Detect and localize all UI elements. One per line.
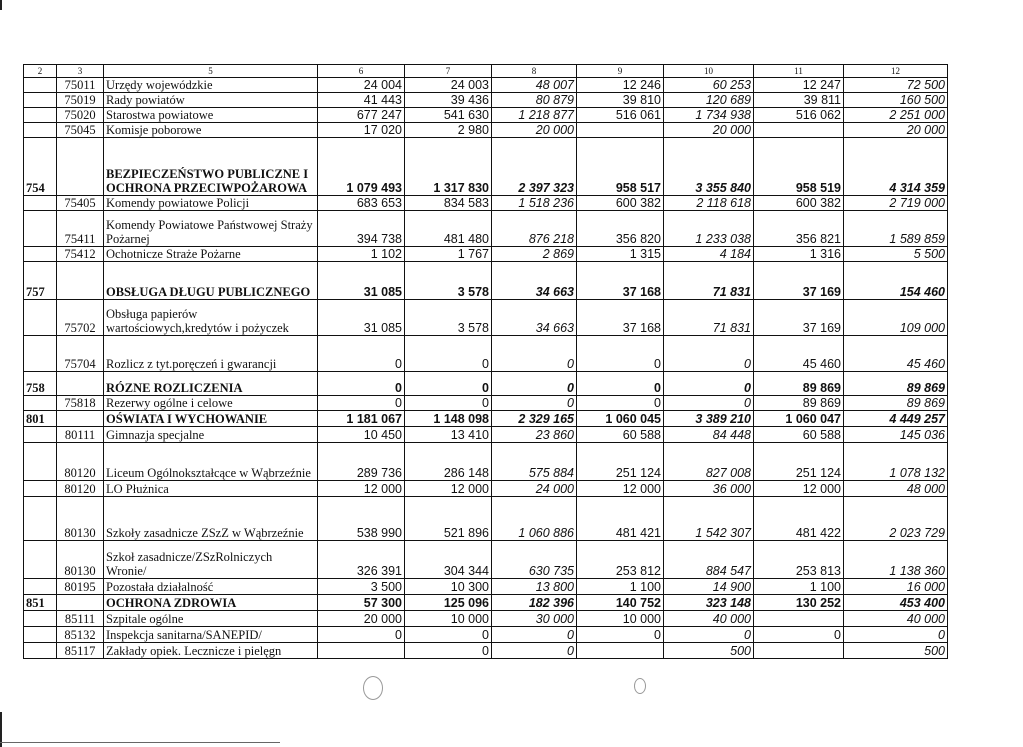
amount-cell: 394 738 <box>318 211 405 247</box>
amount-cell: 1 060 047 <box>754 411 844 427</box>
item-name: Komendy Powiatowe Państwowej Straży Pożarnej <box>104 211 318 247</box>
amount-cell: 2 118 618 <box>664 196 754 211</box>
amount-cell: 1 060 045 <box>577 411 664 427</box>
section-code <box>24 611 57 627</box>
item-name: Szkoły zasadnicze ZSzZ w Wąbrzeźnie <box>104 497 318 541</box>
amount-cell: 72 500 <box>844 78 948 93</box>
chapter-code: 80195 <box>57 579 104 595</box>
chapter-code: 75019 <box>57 93 104 108</box>
table-row <box>24 78 948 93</box>
amount-cell: 12 000 <box>577 481 664 497</box>
amount-cell: 31 085 <box>318 262 405 300</box>
column-number: 11 <box>754 65 844 78</box>
chapter-code: 85132 <box>57 627 104 643</box>
column-number: 5 <box>104 65 318 78</box>
amount-cell: 12 246 <box>577 78 664 93</box>
amount-cell: 89 869 <box>754 372 844 396</box>
amount-cell: 4 449 257 <box>844 411 948 427</box>
amount-cell: 89 869 <box>844 396 948 411</box>
amount-cell: 0 <box>492 627 577 643</box>
budget-table <box>23 64 948 659</box>
amount-cell: 80 879 <box>492 93 577 108</box>
item-name: RÓZNE ROZLICZENIA <box>104 372 318 396</box>
amount-cell: 2 869 <box>492 247 577 262</box>
amount-cell <box>754 611 844 627</box>
amount-cell: 48 000 <box>844 481 948 497</box>
amount-cell: 48 007 <box>492 78 577 93</box>
table-row <box>24 211 948 247</box>
amount-cell: 1 767 <box>405 247 492 262</box>
table-row <box>24 300 948 336</box>
section-code <box>24 211 57 247</box>
section-code <box>24 78 57 93</box>
amount-cell: 0 <box>664 627 754 643</box>
item-name: OCHRONA ZDROWIA <box>104 595 318 611</box>
table-row <box>24 541 948 579</box>
amount-cell <box>577 123 664 138</box>
amount-cell: 5 500 <box>844 247 948 262</box>
item-name: Obsługa papierów wartościowych,kredytów i pożyczek <box>104 300 318 336</box>
section-code <box>24 93 57 108</box>
amount-cell: 0 <box>577 627 664 643</box>
amount-cell: 71 831 <box>664 262 754 300</box>
item-name: Komisje poborowe <box>104 123 318 138</box>
table-row <box>24 123 948 138</box>
table-row <box>24 497 948 541</box>
column-number: 10 <box>664 65 754 78</box>
amount-cell: 356 820 <box>577 211 664 247</box>
section-row <box>24 372 948 396</box>
amount-cell: 10 300 <box>405 579 492 595</box>
amount-cell: 1 589 859 <box>844 211 948 247</box>
amount-cell: 876 218 <box>492 211 577 247</box>
amount-cell: 37 168 <box>577 262 664 300</box>
amount-cell: 1 100 <box>577 579 664 595</box>
chapter-code: 80120 <box>57 443 104 481</box>
amount-cell: 60 588 <box>754 427 844 443</box>
section-code: 851 <box>24 595 57 611</box>
amount-cell: 37 169 <box>754 262 844 300</box>
amount-cell: 2 023 729 <box>844 497 948 541</box>
amount-cell: 286 148 <box>405 443 492 481</box>
section-code <box>24 427 57 443</box>
amount-cell: 0 <box>492 336 577 372</box>
amount-cell <box>318 643 405 659</box>
section-code <box>24 481 57 497</box>
amount-cell: 20 000 <box>318 611 405 627</box>
amount-cell: 0 <box>844 627 948 643</box>
section-code <box>24 123 57 138</box>
section-code <box>24 247 57 262</box>
chapter-code <box>57 411 104 427</box>
chapter-code: 75818 <box>57 396 104 411</box>
amount-cell: 24 000 <box>492 481 577 497</box>
amount-cell: 677 247 <box>318 108 405 123</box>
amount-cell: 600 382 <box>577 196 664 211</box>
item-name: OŚWIATA I WYCHOWANIE <box>104 411 318 427</box>
scan-bottom-edge <box>0 742 280 743</box>
amount-cell: 500 <box>844 643 948 659</box>
amount-cell: 1 100 <box>754 579 844 595</box>
chapter-code: 75011 <box>57 78 104 93</box>
amount-cell: 481 422 <box>754 497 844 541</box>
chapter-code: 85111 <box>57 611 104 627</box>
item-name: Starostwa powiatowe <box>104 108 318 123</box>
section-code <box>24 108 57 123</box>
amount-cell: 10 450 <box>318 427 405 443</box>
amount-cell: 0 <box>664 372 754 396</box>
table-body <box>24 65 948 659</box>
section-code <box>24 643 57 659</box>
section-code <box>24 627 57 643</box>
amount-cell: 0 <box>754 627 844 643</box>
amount-cell: 57 300 <box>318 595 405 611</box>
amount-cell: 130 252 <box>754 595 844 611</box>
amount-cell: 0 <box>318 627 405 643</box>
amount-cell <box>754 123 844 138</box>
amount-cell: 0 <box>405 643 492 659</box>
amount-cell: 2 251 000 <box>844 108 948 123</box>
amount-cell: 154 460 <box>844 262 948 300</box>
section-code: 754 <box>24 138 57 196</box>
amount-cell: 0 <box>492 372 577 396</box>
amount-cell <box>577 643 664 659</box>
amount-cell: 125 096 <box>405 595 492 611</box>
amount-cell: 37 169 <box>754 300 844 336</box>
section-code <box>24 336 57 372</box>
amount-cell: 13 410 <box>405 427 492 443</box>
chapter-code: 75702 <box>57 300 104 336</box>
column-number: 6 <box>318 65 405 78</box>
chapter-code <box>57 262 104 300</box>
amount-cell: 3 578 <box>405 262 492 300</box>
section-code <box>24 196 57 211</box>
amount-cell: 1 233 038 <box>664 211 754 247</box>
amount-cell: 0 <box>318 372 405 396</box>
column-number: 9 <box>577 65 664 78</box>
amount-cell: 1 315 <box>577 247 664 262</box>
amount-cell: 0 <box>492 643 577 659</box>
amount-cell: 575 884 <box>492 443 577 481</box>
amount-cell: 541 630 <box>405 108 492 123</box>
amount-cell: 39 810 <box>577 93 664 108</box>
amount-cell: 4 184 <box>664 247 754 262</box>
amount-cell: 1 079 493 <box>318 138 405 196</box>
amount-cell: 20 000 <box>492 123 577 138</box>
section-row <box>24 138 948 196</box>
amount-cell: 160 500 <box>844 93 948 108</box>
amount-cell: 1 181 067 <box>318 411 405 427</box>
amount-cell: 140 752 <box>577 595 664 611</box>
amount-cell: 3 355 840 <box>664 138 754 196</box>
amount-cell: 683 653 <box>318 196 405 211</box>
amount-cell: 2 329 165 <box>492 411 577 427</box>
scan-blemish <box>363 676 383 700</box>
amount-cell: 45 460 <box>844 336 948 372</box>
amount-cell: 600 382 <box>754 196 844 211</box>
item-name: Komendy powiatowe Policji <box>104 196 318 211</box>
amount-cell: 356 821 <box>754 211 844 247</box>
amount-cell: 0 <box>318 336 405 372</box>
amount-cell: 45 460 <box>754 336 844 372</box>
amount-cell: 0 <box>664 336 754 372</box>
amount-cell: 500 <box>664 643 754 659</box>
amount-cell: 0 <box>577 372 664 396</box>
amount-cell: 0 <box>664 396 754 411</box>
section-code <box>24 396 57 411</box>
chapter-code: 80111 <box>57 427 104 443</box>
amount-cell: 253 812 <box>577 541 664 579</box>
amount-cell: 16 000 <box>844 579 948 595</box>
amount-cell: 24 003 <box>405 78 492 93</box>
table-row <box>24 627 948 643</box>
amount-cell: 516 062 <box>754 108 844 123</box>
amount-cell: 182 396 <box>492 595 577 611</box>
section-code: 757 <box>24 262 57 300</box>
table-row <box>24 481 948 497</box>
column-number: 8 <box>492 65 577 78</box>
amount-cell: 0 <box>318 396 405 411</box>
amount-cell: 60 253 <box>664 78 754 93</box>
amount-cell: 10 000 <box>577 611 664 627</box>
item-name: Urzędy wojewódzkie <box>104 78 318 93</box>
item-name: Rozlicz z tyt.poręczeń i gwarancji <box>104 336 318 372</box>
section-code <box>24 443 57 481</box>
column-number: 3 <box>57 65 104 78</box>
amount-cell: 1 518 236 <box>492 196 577 211</box>
amount-cell: 14 900 <box>664 579 754 595</box>
section-code <box>24 579 57 595</box>
amount-cell: 120 689 <box>664 93 754 108</box>
amount-cell: 71 831 <box>664 300 754 336</box>
chapter-code: 75704 <box>57 336 104 372</box>
amount-cell: 0 <box>405 336 492 372</box>
amount-cell: 516 061 <box>577 108 664 123</box>
item-name: Rady powiatów <box>104 93 318 108</box>
amount-cell: 1 316 <box>754 247 844 262</box>
item-name: Ochotnicze Straże Pożarne <box>104 247 318 262</box>
amount-cell: 1 138 360 <box>844 541 948 579</box>
table-row <box>24 443 948 481</box>
amount-cell: 827 008 <box>664 443 754 481</box>
table-row <box>24 196 948 211</box>
chapter-code <box>57 372 104 396</box>
amount-cell: 538 990 <box>318 497 405 541</box>
amount-cell: 40 000 <box>844 611 948 627</box>
amount-cell: 0 <box>405 372 492 396</box>
amount-cell: 481 480 <box>405 211 492 247</box>
amount-cell: 958 517 <box>577 138 664 196</box>
amount-cell: 521 896 <box>405 497 492 541</box>
item-name: BEZPIECZEŃSTWO PUBLICZNE I OCHRONA PRZECIWPOŻAROWA <box>104 138 318 196</box>
amount-cell: 84 448 <box>664 427 754 443</box>
amount-cell: 1 218 877 <box>492 108 577 123</box>
amount-cell: 4 314 359 <box>844 138 948 196</box>
table-row <box>24 93 948 108</box>
amount-cell: 304 344 <box>405 541 492 579</box>
table-row <box>24 643 948 659</box>
amount-cell: 3 500 <box>318 579 405 595</box>
amount-cell: 24 004 <box>318 78 405 93</box>
section-code: 801 <box>24 411 57 427</box>
amount-cell: 40 000 <box>664 611 754 627</box>
section-code <box>24 300 57 336</box>
scan-blemish <box>634 678 646 694</box>
amount-cell: 884 547 <box>664 541 754 579</box>
amount-cell: 0 <box>577 396 664 411</box>
amount-cell: 1 148 098 <box>405 411 492 427</box>
chapter-code: 80120 <box>57 481 104 497</box>
amount-cell: 145 036 <box>844 427 948 443</box>
amount-cell: 253 813 <box>754 541 844 579</box>
table-row <box>24 108 948 123</box>
table-row <box>24 336 948 372</box>
amount-cell: 34 663 <box>492 300 577 336</box>
amount-cell: 30 000 <box>492 611 577 627</box>
amount-cell: 12 000 <box>754 481 844 497</box>
item-name: OBSŁUGA DŁUGU PUBLICZNEGO <box>104 262 318 300</box>
amount-cell: 1 102 <box>318 247 405 262</box>
amount-cell: 37 168 <box>577 300 664 336</box>
amount-cell: 0 <box>405 396 492 411</box>
amount-cell: 1 317 830 <box>405 138 492 196</box>
item-name: Inspekcja sanitarna/SANEPID/ <box>104 627 318 643</box>
amount-cell: 1 060 886 <box>492 497 577 541</box>
amount-cell: 323 148 <box>664 595 754 611</box>
table-row <box>24 247 948 262</box>
section-row <box>24 595 948 611</box>
amount-cell: 12 000 <box>318 481 405 497</box>
amount-cell: 834 583 <box>405 196 492 211</box>
amount-cell: 2 719 000 <box>844 196 948 211</box>
amount-cell: 1 542 307 <box>664 497 754 541</box>
amount-cell: 326 391 <box>318 541 405 579</box>
amount-cell: 12 000 <box>405 481 492 497</box>
amount-cell: 39 811 <box>754 93 844 108</box>
item-name: Zakłady opiek. Lecznicze i pielęgn <box>104 643 318 659</box>
scan-edge-mark <box>0 0 2 10</box>
section-code <box>24 497 57 541</box>
table-row <box>24 611 948 627</box>
amount-cell: 41 443 <box>318 93 405 108</box>
amount-cell <box>754 643 844 659</box>
table-row <box>24 396 948 411</box>
amount-cell: 34 663 <box>492 262 577 300</box>
amount-cell: 0 <box>577 336 664 372</box>
chapter-code: 75411 <box>57 211 104 247</box>
amount-cell: 481 421 <box>577 497 664 541</box>
amount-cell: 89 869 <box>754 396 844 411</box>
column-number: 2 <box>24 65 57 78</box>
item-name: Szpitale ogólne <box>104 611 318 627</box>
amount-cell: 109 000 <box>844 300 948 336</box>
amount-cell: 20 000 <box>664 123 754 138</box>
amount-cell: 251 124 <box>754 443 844 481</box>
section-code <box>24 541 57 579</box>
amount-cell: 1 078 132 <box>844 443 948 481</box>
amount-cell: 630 735 <box>492 541 577 579</box>
chapter-code: 80130 <box>57 497 104 541</box>
section-row <box>24 411 948 427</box>
item-name: Szkoł zasadnicze/ZSzRolniczych Wronie/ <box>104 541 318 579</box>
section-row <box>24 262 948 300</box>
amount-cell: 39 436 <box>405 93 492 108</box>
amount-cell: 20 000 <box>844 123 948 138</box>
item-name: Rezerwy ogólne i celowe <box>104 396 318 411</box>
item-name: Liceum Ogólnokształcące w Wąbrzeźnie <box>104 443 318 481</box>
amount-cell: 251 124 <box>577 443 664 481</box>
table-row <box>24 427 948 443</box>
chapter-code: 75045 <box>57 123 104 138</box>
table-row <box>24 579 948 595</box>
chapter-code: 75412 <box>57 247 104 262</box>
amount-cell: 2 397 323 <box>492 138 577 196</box>
chapter-code: 85117 <box>57 643 104 659</box>
amount-cell: 0 <box>492 396 577 411</box>
chapter-code: 75405 <box>57 196 104 211</box>
item-name: Pozostała działalność <box>104 579 318 595</box>
section-code: 758 <box>24 372 57 396</box>
chapter-code <box>57 595 104 611</box>
amount-cell: 60 588 <box>577 427 664 443</box>
item-name: LO Płużnica <box>104 481 318 497</box>
amount-cell: 3 578 <box>405 300 492 336</box>
amount-cell: 289 736 <box>318 443 405 481</box>
amount-cell: 23 860 <box>492 427 577 443</box>
amount-cell: 89 869 <box>844 372 948 396</box>
amount-cell: 17 020 <box>318 123 405 138</box>
item-name: Gimnazja specjalne <box>104 427 318 443</box>
chapter-code: 80130 <box>57 541 104 579</box>
column-number: 12 <box>844 65 948 78</box>
amount-cell: 12 247 <box>754 78 844 93</box>
amount-cell: 0 <box>405 627 492 643</box>
amount-cell: 2 980 <box>405 123 492 138</box>
amount-cell: 3 389 210 <box>664 411 754 427</box>
amount-cell: 1 734 938 <box>664 108 754 123</box>
amount-cell: 10 000 <box>405 611 492 627</box>
column-number-row <box>24 65 948 78</box>
amount-cell: 13 800 <box>492 579 577 595</box>
column-number: 7 <box>405 65 492 78</box>
amount-cell: 36 000 <box>664 481 754 497</box>
chapter-code <box>57 138 104 196</box>
chapter-code: 75020 <box>57 108 104 123</box>
amount-cell: 453 400 <box>844 595 948 611</box>
amount-cell: 958 519 <box>754 138 844 196</box>
amount-cell: 31 085 <box>318 300 405 336</box>
